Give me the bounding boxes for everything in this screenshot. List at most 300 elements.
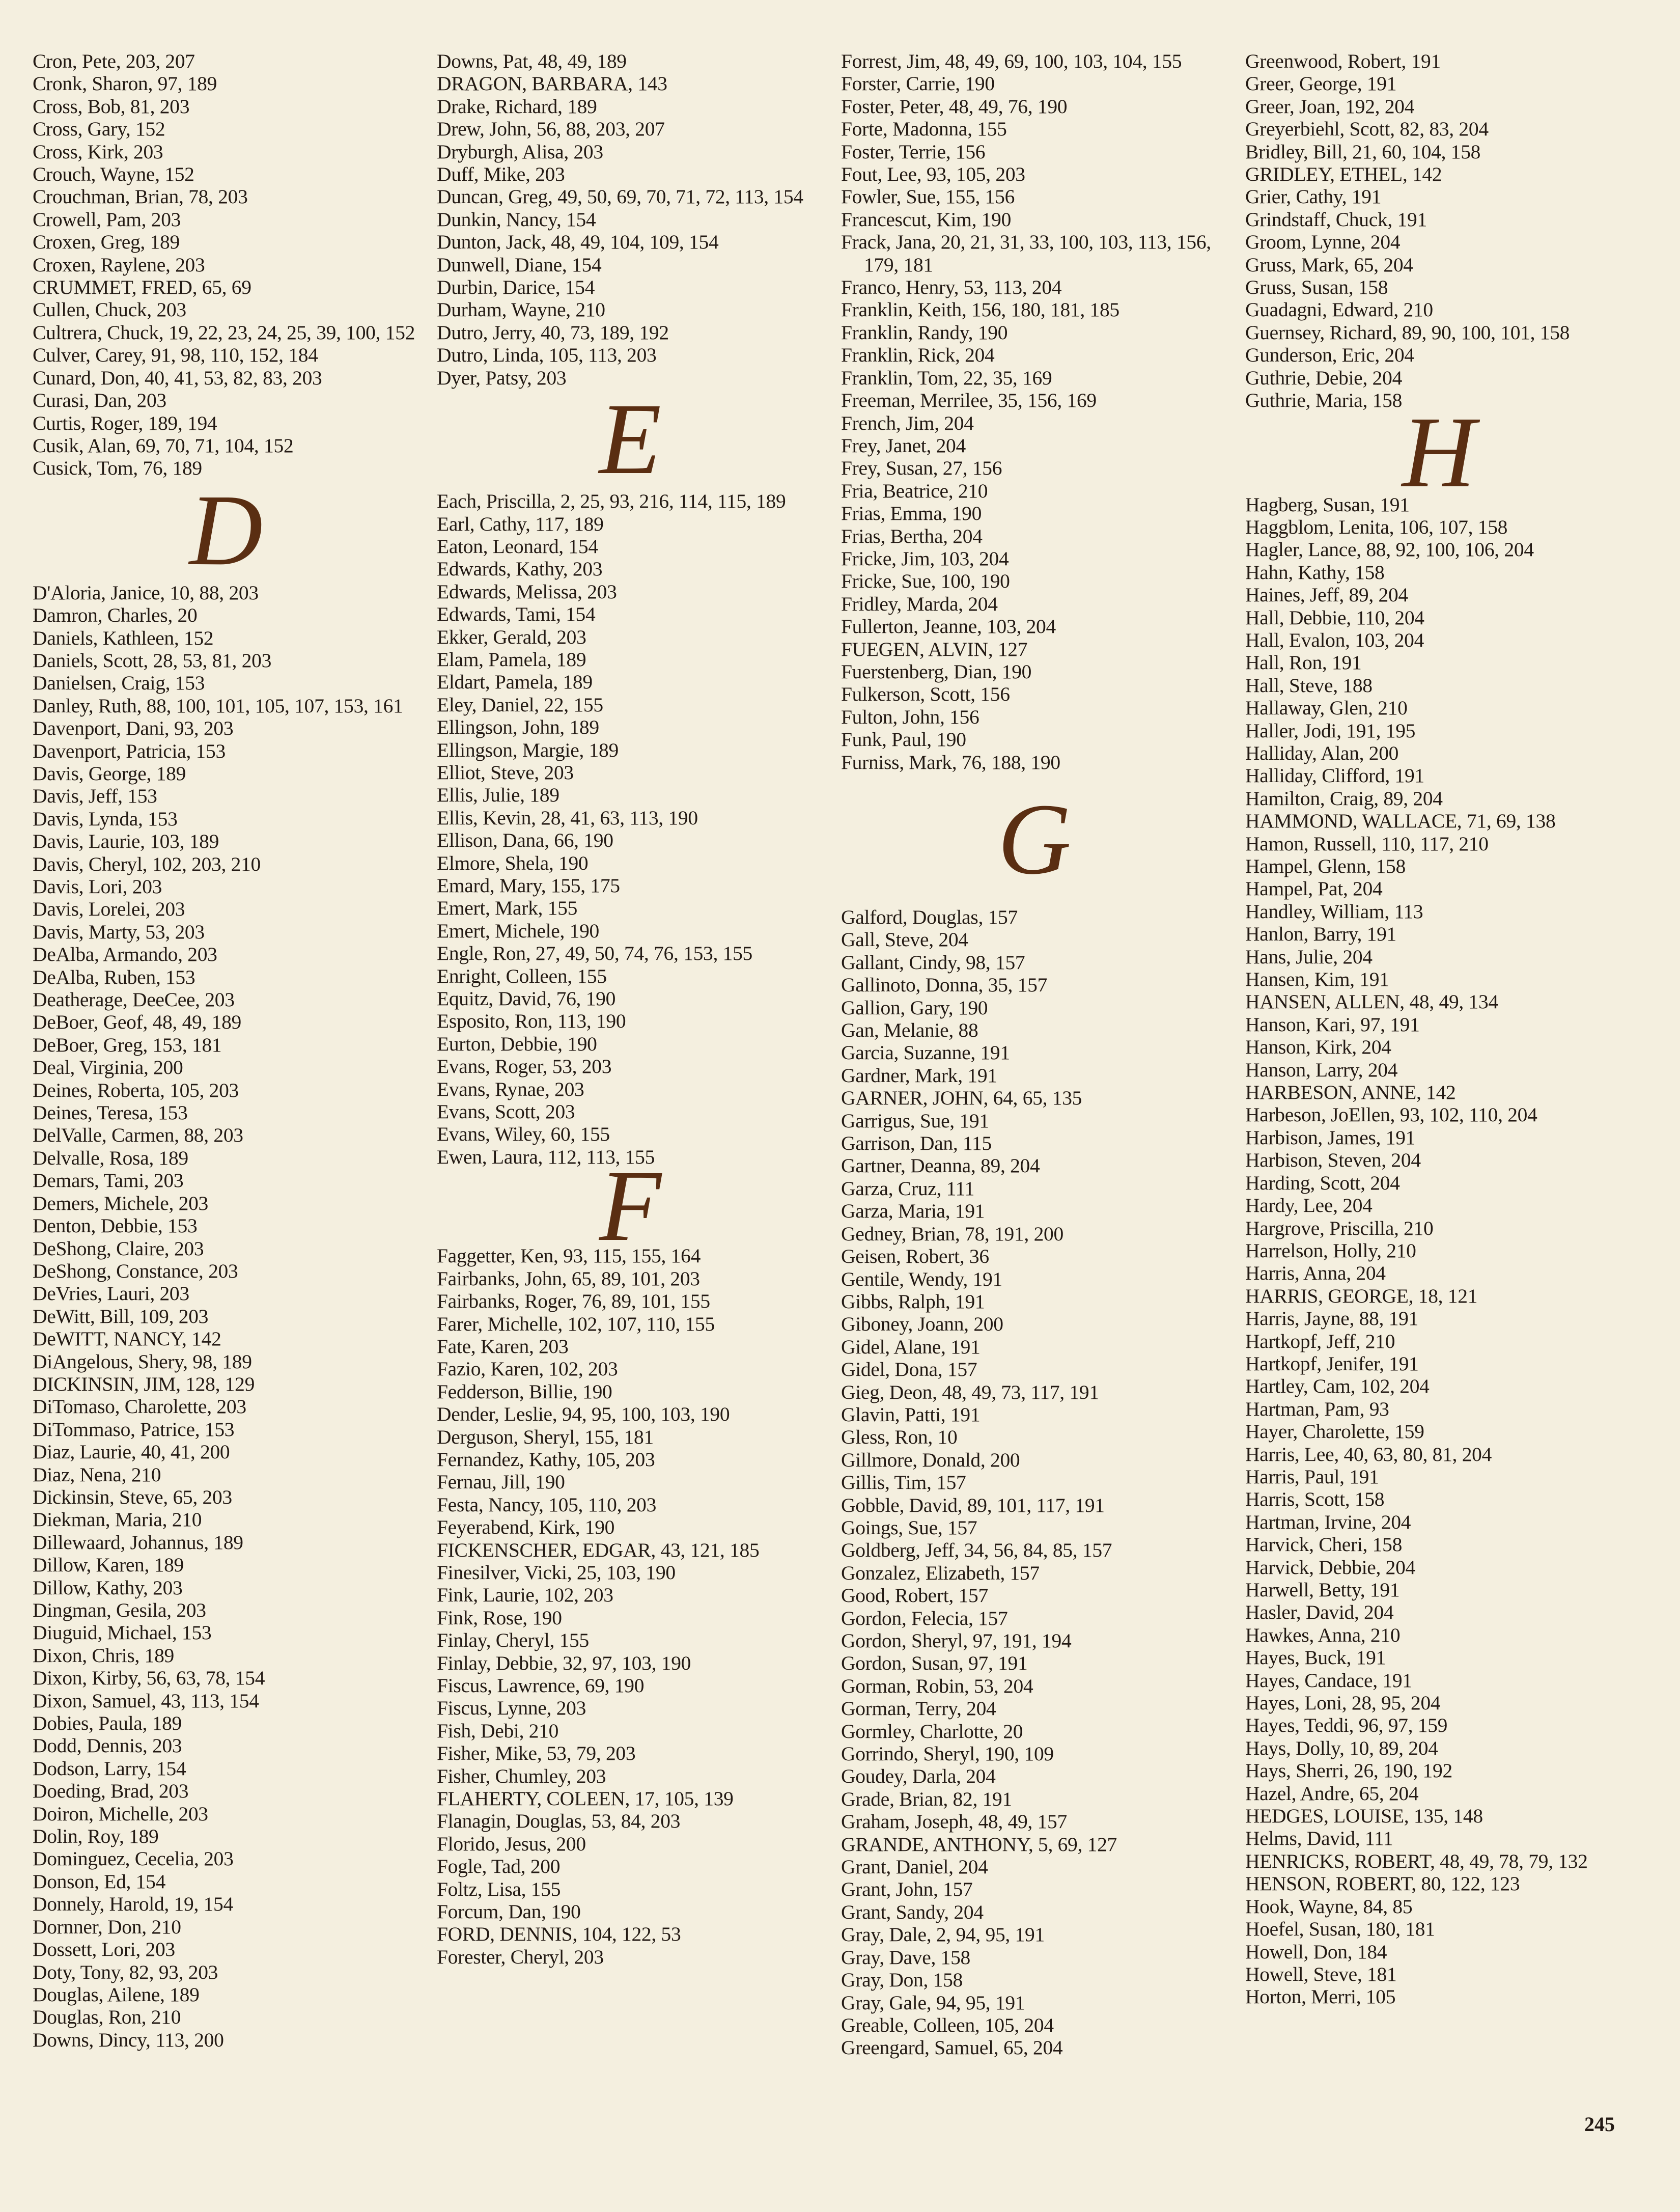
index-entry: Doiron, Michelle, 203	[33, 1802, 208, 1825]
index-entry: Howell, Steve, 181	[1245, 1962, 1397, 1985]
index-entry: Demers, Michele, 203	[33, 1192, 209, 1214]
index-entry: Dornner, Don, 210	[33, 1915, 181, 1938]
section-letter-g: G	[997, 783, 1072, 896]
index-entry: Damron, Charles, 20	[33, 604, 198, 627]
section-letter-e: E	[599, 383, 662, 496]
index-entry: Demars, Tami, 203	[33, 1169, 184, 1192]
index-entry: Hans, Julie, 204	[1245, 945, 1373, 968]
index-entry: Frack, Jana, 20, 21, 31, 33, 100, 103, 113, 156, 179, 181	[841, 231, 1211, 276]
index-entry: Cronk, Sharon, 97, 189	[33, 72, 217, 95]
index-entry: Fedderson, Billie, 190	[437, 1380, 612, 1403]
index-entry: Gless, Ron, 10	[841, 1426, 958, 1449]
index-entry: Good, Robert, 157	[841, 1584, 988, 1607]
index-entry: Guthrie, Debie, 204	[1245, 366, 1403, 389]
index-entry: DeBoer, Greg, 153, 181	[33, 1033, 222, 1056]
index-entry: Cross, Kirk, 203	[33, 140, 163, 163]
index-entry: Gray, Dale, 2, 94, 95, 191	[841, 1923, 1045, 1946]
index-entry: Emert, Michele, 190	[437, 919, 599, 942]
index-entry: FUEGEN, ALVIN, 127	[841, 638, 1028, 660]
index-entry: D'Aloria, Janice, 10, 88, 203	[33, 581, 259, 604]
index-entry: Davis, Cheryl, 102, 203, 210	[33, 852, 261, 875]
index-entry: Flanagin, Douglas, 53, 84, 203	[437, 1810, 681, 1833]
index-entry: Diaz, Laurie, 40, 41, 200	[33, 1441, 230, 1463]
index-entry: DeVries, Lauri, 203	[33, 1282, 189, 1305]
index-entry: Douglas, Ailene, 189	[33, 1983, 200, 2006]
index-entry: Furniss, Mark, 76, 188, 190	[841, 751, 1060, 773]
index-entry: Hayes, Buck, 191	[1245, 1646, 1386, 1669]
index-entry: HENSON, ROBERT, 80, 122, 123	[1245, 1872, 1520, 1895]
index-entry: Duff, Mike, 203	[437, 163, 565, 186]
index-entry: Ellingson, John, 189	[437, 716, 599, 739]
index-entry: Gonzalez, Elizabeth, 157	[841, 1561, 1040, 1584]
index-entry: Franklin, Tom, 22, 35, 169	[841, 366, 1052, 389]
index-entry: Harbison, James, 191	[1245, 1126, 1416, 1149]
index-entry: Croxen, Raylene, 203	[33, 253, 205, 276]
index-entry: Hanson, Kirk, 204	[1245, 1036, 1391, 1059]
index-entry: Cunard, Don, 40, 41, 53, 82, 83, 203	[33, 366, 322, 389]
index-entry: Funk, Paul, 190	[841, 728, 966, 751]
index-entry: Equitz, David, 76, 190	[437, 987, 616, 1010]
index-entry: Deines, Teresa, 153	[33, 1101, 188, 1124]
index-entry: Drake, Richard, 189	[437, 95, 597, 118]
index-entry: Hall, Ron, 191	[1245, 651, 1362, 674]
index-entry: Harwell, Betty, 191	[1245, 1579, 1400, 1601]
index-entry: Hays, Dolly, 10, 89, 204	[1245, 1736, 1438, 1759]
index-entry: Davis, George, 189	[33, 762, 186, 785]
index-entry: Deal, Virginia, 200	[33, 1056, 183, 1079]
index-entry: Gentile, Wendy, 191	[841, 1267, 1002, 1290]
index-entry: GARNER, JOHN, 64, 65, 135	[841, 1087, 1082, 1110]
index-entry: Franklin, Rick, 204	[841, 344, 995, 367]
index-entry: FORD, DENNIS, 104, 122, 53	[437, 1923, 681, 1946]
index-entry: Eldart, Pamela, 189	[437, 671, 593, 694]
index-entry: HARRIS, GEORGE, 18, 121	[1245, 1284, 1478, 1307]
index-entry: Hagler, Lance, 88, 92, 100, 106, 204	[1245, 538, 1534, 561]
section-letter-d: D	[189, 474, 263, 587]
index-entry: Hall, Steve, 188	[1245, 674, 1373, 697]
index-entry: Hanlon, Barry, 191	[1245, 923, 1397, 946]
index-entry: Earl, Cathy, 117, 189	[437, 512, 604, 535]
index-entry: Harvick, Debbie, 204	[1245, 1556, 1416, 1579]
index-entry: Donnely, Harold, 19, 154	[33, 1893, 233, 1916]
index-entry: Durbin, Darice, 154	[437, 276, 595, 299]
index-entry: Gray, Don, 158	[841, 1969, 963, 1992]
index-entry: Hasler, David, 204	[1245, 1601, 1394, 1624]
index-entry: Garrison, Dan, 115	[841, 1132, 992, 1155]
index-entry: Dickinsin, Steve, 65, 203	[33, 1485, 232, 1508]
index-entry: Evans, Scott, 203	[437, 1100, 575, 1123]
index-entry: Geisen, Robert, 36	[841, 1245, 989, 1268]
index-entry: Fulton, John, 156	[841, 705, 979, 728]
index-entry: Gidel, Dona, 157	[841, 1358, 977, 1381]
index-entry: Durham, Wayne, 210	[437, 298, 605, 321]
index-entry: Gorman, Robin, 53, 204	[841, 1674, 1033, 1697]
index-entry: Danielsen, Craig, 153	[33, 672, 205, 695]
index-entry: Fisher, Mike, 53, 79, 203	[437, 1742, 636, 1765]
index-entry: Dillewaard, Johannus, 189	[33, 1531, 243, 1554]
index-entry: Dixon, Kirby, 56, 63, 78, 154	[33, 1667, 265, 1690]
index-entry: Eaton, Leonard, 154	[437, 535, 598, 558]
index-entry: Hargrove, Priscilla, 210	[1245, 1216, 1434, 1239]
index-entry: Bridley, Bill, 21, 60, 104, 158	[1245, 140, 1481, 163]
index-entry: Dodson, Larry, 154	[33, 1757, 186, 1780]
index-entry: Finlay, Cheryl, 155	[437, 1629, 589, 1652]
index-entry: Fiscus, Lawrence, 69, 190	[437, 1674, 645, 1697]
index-entry: Danley, Ruth, 88, 100, 101, 105, 107, 153, 161	[33, 694, 403, 717]
index-entry: Hook, Wayne, 84, 85	[1245, 1895, 1413, 1918]
section-letter-h: H	[1402, 396, 1476, 509]
index-entry: Haller, Jodi, 191, 195	[1245, 719, 1416, 742]
index-entry: Davis, Lynda, 153	[33, 807, 178, 830]
index-entry: Fernandez, Kathy, 105, 203	[437, 1448, 655, 1471]
page-number: 245	[1584, 2113, 1615, 2136]
index-entry: Garcia, Suzanne, 191	[841, 1041, 1010, 1064]
index-entry: DeWITT, NANCY, 142	[33, 1328, 221, 1350]
index-entry: Gieg, Deon, 48, 49, 73, 117, 191	[841, 1380, 1099, 1403]
index-entry: Handley, William, 113	[1245, 900, 1423, 923]
index-entry: Gibbs, Ralph, 191	[841, 1290, 985, 1313]
index-entry: CRUMMET, FRED, 65, 69	[33, 276, 251, 299]
index-entry: Ellison, Dana, 66, 190	[437, 829, 613, 852]
index-entry: Hoefel, Susan, 180, 181	[1245, 1918, 1435, 1941]
index-entry: DICKINSIN, JIM, 128, 129	[33, 1372, 255, 1395]
index-entry: DelValle, Carmen, 88, 203	[33, 1124, 243, 1147]
index-entry: Greable, Colleen, 105, 204	[841, 2013, 1054, 2036]
index-entry: Grindstaff, Chuck, 191	[1245, 208, 1427, 231]
index-entry: DiTommaso, Patrice, 153	[33, 1418, 235, 1441]
index-entry: Dominguez, Cecelia, 203	[33, 1847, 234, 1870]
index-entry: Harris, Scott, 158	[1245, 1488, 1385, 1511]
index-entry: Greer, Joan, 192, 204	[1245, 95, 1415, 118]
index-entry: Franklin, Keith, 156, 180, 181, 185	[841, 298, 1119, 321]
index-entry: Harding, Scott, 204	[1245, 1171, 1400, 1194]
index-entry: Dillow, Karen, 189	[33, 1554, 184, 1577]
index-entry: Faggetter, Ken, 93, 115, 155, 164	[437, 1245, 701, 1267]
index-entry: Edwards, Melissa, 203	[437, 580, 617, 603]
index-entry: Hays, Sherri, 26, 190, 192	[1245, 1759, 1452, 1782]
section-letter-f: F	[599, 1150, 662, 1263]
index-entry: Gobble, David, 89, 101, 117, 191	[841, 1494, 1105, 1516]
index-entry: Dutro, Linda, 105, 113, 203	[437, 344, 657, 367]
index-entry: Franco, Henry, 53, 113, 204	[841, 276, 1062, 299]
index-entry: Festa, Nancy, 105, 110, 203	[437, 1493, 657, 1516]
index-entry: Hayes, Candace, 191	[1245, 1669, 1412, 1692]
index-entry: Goings, Sue, 157	[841, 1516, 977, 1539]
index-entry: Harris, Jayne, 88, 191	[1245, 1307, 1419, 1330]
index-entry: Greenwood, Robert, 191	[1245, 50, 1441, 72]
index-column-1	[33, 50, 435, 2051]
index-entry: French, Jim, 204	[841, 411, 974, 434]
index-entry: Garrigus, Sue, 191	[841, 1109, 989, 1132]
index-entry: Hayes, Loni, 28, 95, 204	[1245, 1692, 1441, 1715]
index-entry: Davis, Jeff, 153	[33, 785, 157, 808]
index-entry: Gallion, Gary, 190	[841, 996, 988, 1019]
index-entry: Glavin, Patti, 191	[841, 1403, 981, 1426]
index-entry: Hall, Debbie, 110, 204	[1245, 606, 1424, 629]
index-entry: Downs, Pat, 48, 49, 189	[437, 50, 627, 72]
index-entry: Giboney, Joann, 200	[841, 1313, 1003, 1336]
index-entry: Edwards, Kathy, 203	[437, 558, 603, 580]
index-entry: Dender, Leslie, 94, 95, 100, 103, 190	[437, 1403, 730, 1426]
index-entry: Fowler, Sue, 155, 156	[841, 185, 1015, 208]
index-entry: Horton, Merri, 105	[1245, 1985, 1396, 2008]
index-entry: Helms, David, 111	[1245, 1827, 1393, 1850]
index-entry: Florido, Jesus, 200	[437, 1832, 586, 1855]
index-entry: Hartman, Irvine, 204	[1245, 1510, 1411, 1533]
index-entry: Fuerstenberg, Dian, 190	[841, 660, 1032, 683]
index-entry: GRANDE, ANTHONY, 5, 69, 127	[841, 1833, 1117, 1856]
index-entry: Gan, Melanie, 88	[841, 1019, 978, 1042]
index-entry: Greyerbiehl, Scott, 82, 83, 204	[1245, 118, 1489, 141]
index-entry: Gordon, Felecia, 157	[841, 1607, 1008, 1629]
index-column-3	[841, 50, 1243, 2059]
index-entry: Crowell, Pam, 203	[33, 208, 181, 231]
index-entry: Fernau, Jill, 190	[437, 1471, 565, 1494]
index-entry: Fout, Lee, 93, 105, 203	[841, 163, 1025, 186]
index-entry: Emert, Mark, 155	[437, 897, 578, 920]
index-entry: Diekman, Maria, 210	[33, 1508, 202, 1531]
index-entry: Grant, Sandy, 204	[841, 1900, 984, 1923]
index-entry: Cultrera, Chuck, 19, 22, 23, 24, 25, 39, 100, 152	[33, 321, 415, 344]
index-entry: Foster, Terrie, 156	[841, 140, 986, 163]
index-entry: Hawkes, Anna, 210	[1245, 1623, 1401, 1646]
index-entry: Enright, Colleen, 155	[437, 964, 607, 987]
index-entry: Dunton, Jack, 48, 49, 104, 109, 154	[437, 231, 719, 254]
index-entry: Frias, Emma, 190	[841, 502, 982, 525]
index-entry: Dolin, Roy, 189	[33, 1825, 159, 1848]
index-entry: Dryburgh, Alisa, 203	[437, 140, 603, 163]
index-entry: Diuguid, Michael, 153	[33, 1621, 212, 1644]
index-entry: Gallant, Cindy, 98, 157	[841, 951, 1025, 974]
index-entry: GRIDLEY, ETHEL, 142	[1245, 163, 1442, 186]
index-entry: Grant, John, 157	[841, 1878, 973, 1901]
index-entry: Doeding, Brad, 203	[33, 1780, 189, 1803]
index-entry: Hayer, Charolette, 159	[1245, 1420, 1424, 1443]
index-entry: Gruss, Mark, 65, 204	[1245, 253, 1413, 276]
index-entry: DeShong, Constance, 203	[33, 1259, 238, 1282]
index-entry: Gordon, Sheryl, 97, 191, 194	[841, 1629, 1072, 1652]
index-entry: Foltz, Lisa, 155	[437, 1877, 561, 1900]
index-entry: Hamon, Russell, 110, 117, 210	[1245, 832, 1489, 855]
index-entry: Hagberg, Susan, 191	[1245, 493, 1410, 516]
index-entry: Hahn, Kathy, 158	[1245, 561, 1385, 584]
index-entry: Gunderson, Eric, 204	[1245, 344, 1414, 367]
index-entry: Hayes, Teddi, 96, 97, 159	[1245, 1714, 1448, 1737]
index-entry: Curtis, Roger, 189, 194	[33, 411, 217, 434]
index-entry: DeBoer, Geof, 48, 49, 189	[33, 1011, 241, 1034]
index-entry: Dingman, Gesila, 203	[33, 1599, 206, 1621]
index-entry: Engle, Ron, 27, 49, 50, 74, 76, 153, 155	[437, 942, 752, 965]
index-entry: Gray, Dave, 158	[841, 1946, 970, 1969]
index-entry: Daniels, Scott, 28, 53, 81, 203	[33, 649, 272, 672]
index-entry: Hartkopf, Jenifer, 191	[1245, 1352, 1419, 1375]
index-entry: Fricke, Jim, 103, 204	[841, 547, 1009, 570]
index-entry: Evans, Roger, 53, 203	[437, 1055, 612, 1078]
index-entry: Farer, Michelle, 102, 107, 110, 155	[437, 1312, 715, 1335]
index-entry: Hamilton, Craig, 89, 204	[1245, 787, 1443, 810]
index-entry: Davis, Lorelei, 203	[33, 898, 185, 921]
index-entry: Finesilver, Vicki, 25, 103, 190	[437, 1561, 676, 1584]
index-entry: Gedney, Brian, 78, 191, 200	[841, 1222, 1063, 1245]
index-entry: Downs, Dincy, 113, 200	[33, 2028, 224, 2051]
index-entry: Howell, Don, 184	[1245, 1940, 1387, 1963]
index-entry: Hampel, Glenn, 158	[1245, 855, 1406, 877]
index-entry: FLAHERTY, COLEEN, 17, 105, 139	[437, 1787, 734, 1810]
index-entry: Grant, Daniel, 204	[841, 1856, 988, 1878]
index-entry: Garza, Cruz, 111	[841, 1177, 975, 1200]
index-entry: Guernsey, Richard, 89, 90, 100, 101, 158	[1245, 321, 1570, 344]
index-entry: Fullerton, Jeanne, 103, 204	[841, 615, 1056, 638]
index-entry: Hartman, Pam, 93	[1245, 1397, 1389, 1420]
index-entry: Goldberg, Jeff, 34, 56, 84, 85, 157	[841, 1539, 1112, 1562]
index-entry: Greer, George, 191	[1245, 72, 1397, 95]
index-entry: Halliday, Clifford, 191	[1245, 764, 1424, 787]
index-entry: Douglas, Ron, 210	[33, 2006, 181, 2029]
index-entry: Cross, Gary, 152	[33, 118, 165, 141]
index-entry: Harvick, Cheri, 158	[1245, 1533, 1403, 1556]
index-entry: Hansen, Kim, 191	[1245, 968, 1389, 991]
index-entry: Guthrie, Maria, 158	[1245, 389, 1403, 412]
index-entry: Elmore, Shela, 190	[437, 851, 589, 874]
index-entry: Feyerabend, Kirk, 190	[437, 1516, 615, 1539]
index-entry: Franklin, Randy, 190	[841, 321, 1008, 344]
index-entry: Fiscus, Lynne, 203	[437, 1697, 586, 1720]
index-entry: Harrelson, Holly, 210	[1245, 1239, 1416, 1262]
index-entry: Grade, Brian, 82, 191	[841, 1787, 1012, 1810]
index-entry: DeAlba, Armando, 203	[33, 943, 217, 966]
index-entry: Donson, Ed, 154	[33, 1870, 166, 1893]
index-entry: Dixon, Samuel, 43, 113, 154	[33, 1689, 259, 1712]
index-entry: Halliday, Alan, 200	[1245, 741, 1399, 764]
index-entry: Elam, Pamela, 189	[437, 648, 586, 671]
index-entry: Grier, Cathy, 191	[1245, 185, 1382, 208]
index-entry: Gidel, Alane, 191	[841, 1335, 981, 1358]
index-entry: Doty, Tony, 82, 93, 203	[33, 1960, 218, 1983]
index-entry: Davis, Laurie, 103, 189	[33, 830, 219, 853]
index-entry: DeShong, Claire, 203	[33, 1237, 204, 1260]
index-entry: Ellingson, Margie, 189	[437, 738, 619, 761]
index-entry: Gardner, Mark, 191	[841, 1064, 997, 1087]
index-entry: Fazio, Karen, 102, 203	[437, 1358, 618, 1380]
index-entry: Ekker, Gerald, 203	[437, 625, 586, 648]
index-entry: Galford, Douglas, 157	[841, 906, 1018, 928]
index-entry: HANSEN, ALLEN, 48, 49, 134	[1245, 990, 1498, 1013]
index-entry: DiAngelous, Shery, 98, 189	[33, 1350, 252, 1373]
index-entry: Hartley, Cam, 102, 204	[1245, 1375, 1430, 1398]
index-entry: Hallaway, Glen, 210	[1245, 697, 1408, 720]
index-entry: Eurton, Debbie, 190	[437, 1032, 597, 1055]
index-entry: Fink, Laurie, 102, 203	[437, 1584, 613, 1607]
index-column-4	[1245, 50, 1647, 2008]
index-entry: Dyer, Patsy, 203	[437, 366, 567, 389]
index-entry: Culver, Carey, 91, 98, 110, 152, 184	[33, 344, 318, 367]
index-entry: Emard, Mary, 155, 175	[437, 874, 620, 897]
index-entry: HEDGES, LOUISE, 135, 148	[1245, 1805, 1483, 1828]
index-entry: Cullen, Chuck, 203	[33, 298, 186, 321]
index-entry: Ellis, Kevin, 28, 41, 63, 113, 190	[437, 806, 698, 829]
index-entry: Davenport, Patricia, 153	[33, 739, 226, 762]
index-entry: Haines, Jeff, 89, 204	[1245, 584, 1408, 606]
index-entry: Dunkin, Nancy, 154	[437, 208, 596, 231]
index-entry: Gormley, Charlotte, 20	[841, 1720, 1023, 1743]
index-entry: Croxen, Greg, 189	[33, 231, 180, 254]
index-entry: Gallinoto, Donna, 35, 157	[841, 974, 1048, 997]
index-entry: DRAGON, BARBARA, 143	[437, 72, 667, 95]
index-entry: Frias, Bertha, 204	[841, 524, 983, 547]
index-entry: Dodd, Dennis, 203	[33, 1734, 182, 1757]
index-entry: Dobies, Paula, 189	[33, 1712, 182, 1735]
index-entry: Fisher, Chumley, 203	[437, 1764, 606, 1787]
index-entry: Duncan, Greg, 49, 50, 69, 70, 71, 72, 113, 154	[437, 185, 803, 208]
index-entry: Harbeson, JoEllen, 93, 102, 110, 204	[1245, 1103, 1537, 1126]
index-entry: Gordon, Susan, 97, 191	[841, 1652, 1028, 1675]
index-entry: Frey, Janet, 204	[841, 434, 966, 457]
index-entry: Gorman, Terry, 204	[841, 1697, 996, 1720]
index-entry: Evans, Wiley, 60, 155	[437, 1123, 610, 1146]
index-entry: Delvalle, Rosa, 189	[33, 1146, 188, 1169]
index-entry: Foster, Peter, 48, 49, 76, 190	[841, 95, 1068, 118]
index-entry: Dillow, Kathy, 203	[33, 1576, 183, 1599]
index-entry: Frey, Susan, 27, 156	[841, 457, 1002, 480]
index-entry: Francescut, Kim, 190	[841, 208, 1012, 231]
index-entry: Eley, Daniel, 22, 155	[437, 693, 603, 716]
index-entry: Cusick, Tom, 76, 189	[33, 457, 202, 480]
index-entry: Cross, Bob, 81, 203	[33, 95, 190, 118]
index-entry: DiTomaso, Charolette, 203	[33, 1395, 246, 1418]
index-entry: Davis, Marty, 53, 203	[33, 920, 205, 943]
index-entry: Dixon, Chris, 189	[33, 1644, 174, 1667]
index-entry: Fogle, Tad, 200	[437, 1855, 561, 1878]
index-entry: DeWitt, Bill, 109, 203	[33, 1305, 209, 1328]
index-entry: Elliot, Steve, 203	[437, 761, 574, 784]
index-entry: Finlay, Debbie, 32, 97, 103, 190	[437, 1651, 691, 1674]
index-entry: Fairbanks, Roger, 76, 89, 101, 155	[437, 1290, 710, 1313]
index-entry: DeAlba, Ruben, 153	[33, 965, 195, 988]
index-entry: Freeman, Merrilee, 35, 156, 169	[841, 389, 1097, 412]
index-entry: HARBESON, ANNE, 142	[1245, 1081, 1456, 1104]
index-entry: Davis, Lori, 203	[33, 875, 162, 898]
index-entry: Fairbanks, John, 65, 89, 101, 203	[437, 1267, 700, 1290]
index-entry: Guadagni, Edward, 210	[1245, 298, 1433, 321]
index-entry: Garza, Maria, 191	[841, 1200, 985, 1223]
index-entry: Gorrindo, Sheryl, 190, 109	[841, 1743, 1054, 1765]
index-entry: Gillmore, Donald, 200	[841, 1448, 1020, 1471]
index-entry: HAMMOND, WALLACE, 71, 69, 138	[1245, 810, 1556, 833]
index-entry: Fate, Karen, 203	[437, 1335, 569, 1358]
index-entry: Dossett, Lori, 203	[33, 1938, 175, 1961]
index-entry: Gartner, Deanna, 89, 204	[841, 1154, 1040, 1177]
index-entry: Dunwell, Diane, 154	[437, 253, 602, 276]
index-entry: Forester, Cheryl, 203	[437, 1945, 604, 1968]
index-entry: Daniels, Kathleen, 152	[33, 626, 214, 649]
index-entry: Crouch, Wayne, 152	[33, 163, 194, 186]
index-entry: Goudey, Darla, 204	[841, 1765, 996, 1788]
index-entry: Crouchman, Brian, 78, 203	[33, 185, 248, 208]
index-entry: Gruss, Susan, 158	[1245, 276, 1388, 299]
index-entry: Forrest, Jim, 48, 49, 69, 100, 103, 104, 155	[841, 50, 1182, 72]
index-entry: Fink, Rose, 190	[437, 1606, 562, 1629]
index-entry: Deatherage, DeeCee, 203	[33, 988, 235, 1011]
index-entry: Gillis, Tim, 157	[841, 1471, 966, 1494]
index-entry: Diaz, Nena, 210	[33, 1463, 161, 1486]
index-entry: Curasi, Dan, 203	[33, 389, 166, 412]
index-entry: Fish, Debi, 210	[437, 1719, 559, 1742]
index-entry: Greengard, Samuel, 65, 204	[841, 2036, 1063, 2059]
index-entry: Gray, Gale, 94, 95, 191	[841, 1991, 1025, 2014]
index-entry: Graham, Joseph, 48, 49, 157	[841, 1810, 1067, 1833]
index-entry: Ewen, Laura, 112, 113, 155	[437, 1145, 655, 1168]
index-entry: Haggblom, Lenita, 106, 107, 158	[1245, 515, 1508, 538]
